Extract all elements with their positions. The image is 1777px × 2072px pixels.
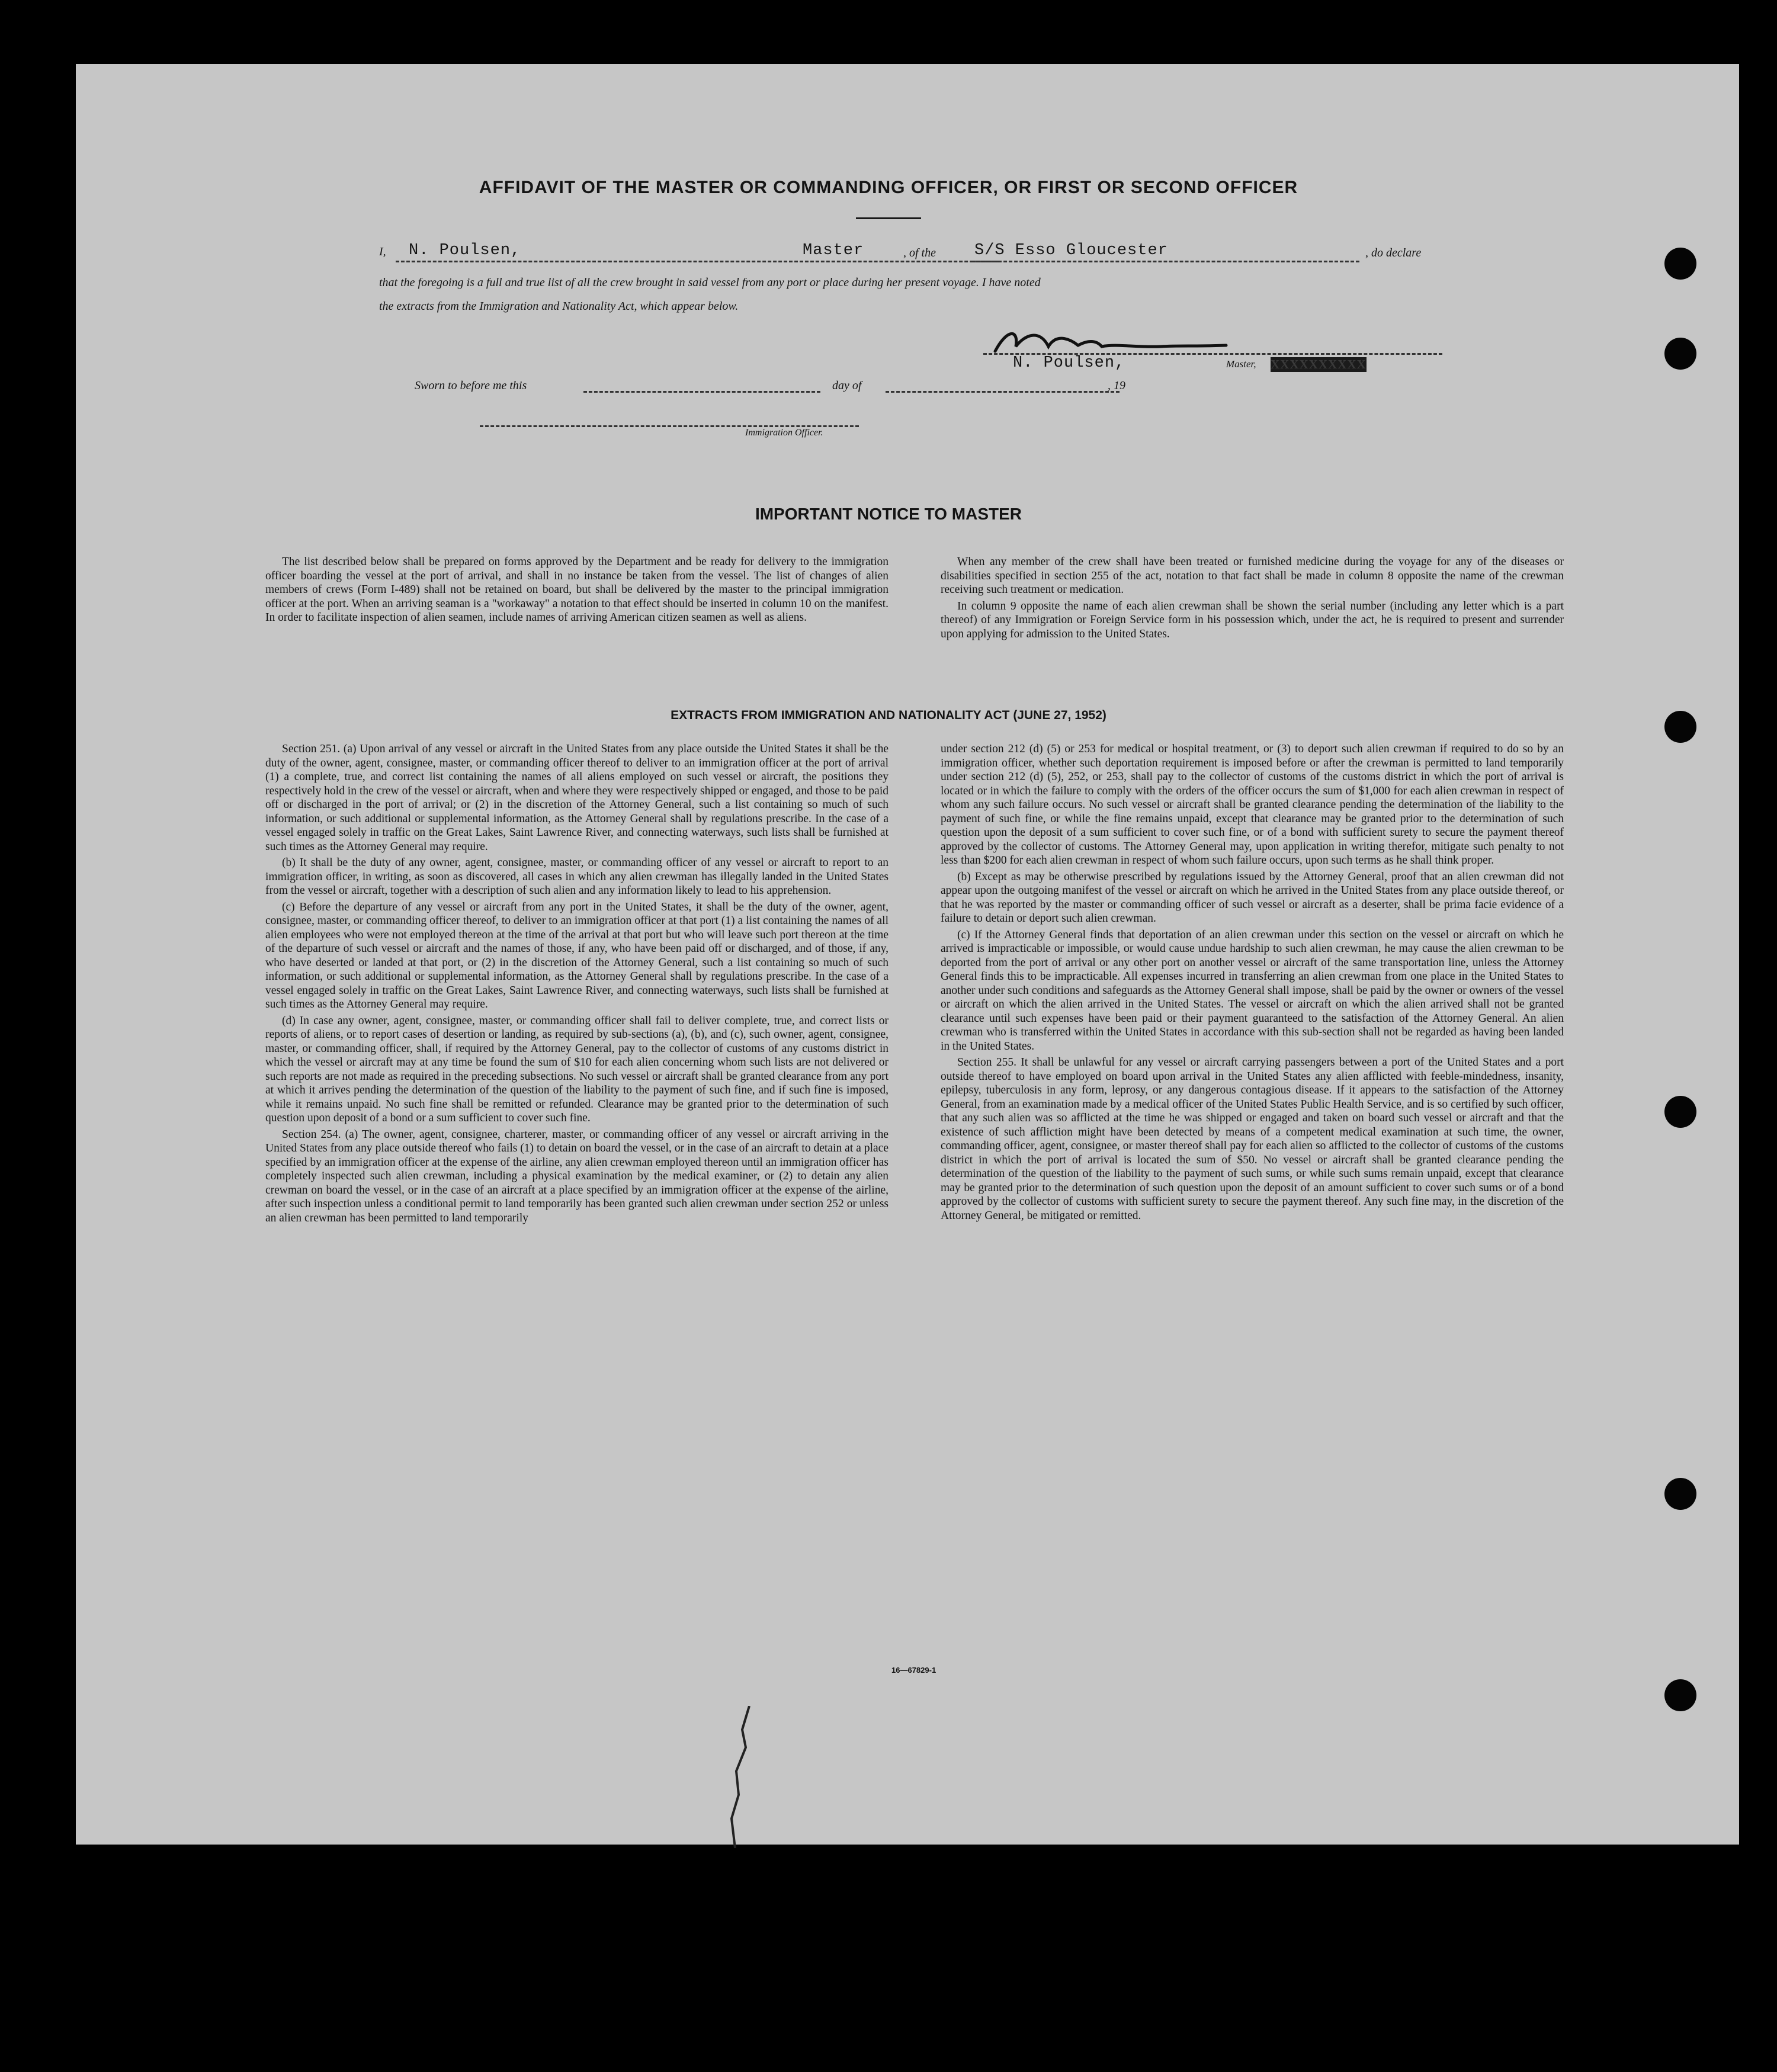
declarant-name: N. Poulsen, [409,242,521,259]
signature-caption: Master, [1226,358,1256,370]
extracts-title: EXTRACTS FROM IMMIGRATION AND NATIONALITY ACT (JUNE 27, 1952) [671,708,1106,722]
section-paragraph: Section 254. (a) The owner, agent, consignee, charterer, master, or commanding officer of any vessel or aircraft arriving in the United States from any place outside thereof who fails (1) to detain on board the vessel, or in the case of an aircraft to detain at a place specified by an immigration officer at the expense of the airline, any alien crewman employed thereon until an immigration officer has completely inspected such alien crewman, including a physical examination by the medical examiner, or (2) to detain any alien crewman on board the vessel, or in the case of an aircraft at a place specified by an immigration officer at the expense of the airline, after such inspection unless a conditional permit to land temporarily has been granted such alien crewman under section 252 or unless an alien crewman has been permitted to land temporarily [265,1128,889,1224]
sworn-label: Sworn to before me this [415,379,527,392]
vessel-name: S/S Esso Gloucester [974,242,1168,259]
section-paragraph: (c) Before the departure of any vessel or aircraft from any port in the United States, it shall be the duty of the owner, agent, consignee, master, or commanding officer thereof, to deliver to an immigration officer at that port (1) a list containing the names of all alien employees who were not employed thereon at the time of the arrival at that port but who will leave such port thereon at the time of the departure of such vessel or aircraft and the names of those, if any, who have been paid off or discharged, and of those, if any, who have deserted or landed at that port, or (2) in the discretion of the Attorney General, such a list containing so much of such information, or such additional or supplemental information, as the Attorney General shall by regulations prescribe. In the case of a vessel engaged solely in traffic on the Great Lakes, Saint Lawrence River, and connecting waterways, such lists shall be furnished at such times as the Attorney General may require. [265,900,889,1011]
section-paragraph: Section 251. (a) Upon arrival of any vessel or aircraft in the United States from any place outside the United States it shall be the duty of the owner, agent, consignee, master, or commanding officer thereof to deliver to an immigration officer at the port of arrival (1) a complete, true, and correct list containing the names of all aliens employed on such vessel or aircraft, the positions they respectively hold in the crew of the vessel or aircraft, when and where they were respectively shipped or engaged, and those to be paid off or discharged in the port of arrival; or (2) in the discretion of the Attorney General, such a list containing so much of such information, or such additional or supplemental information, as the Attorney General shall by regulations prescribe. In the case of a vessel engaged solely in traffic on the Great Lakes, Saint Lawrence River, and connecting waterways, such lists shall be furnished at such times as the Attorney General may require. [265,743,889,853]
section-paragraph: (b) Except as may be otherwise prescribed by regulations issued by the Attorney General, proof that an alien crewman did not appear upon the outgoing manifest of the vessel or aircraft on which he arrived in the United States from any place outside thereof, or that he was reported by the master or commanding officer of such vessel or aircraft as a deserter, shall be prima facie evidence of a failure to detain or deport such alien crewman. [941,870,1564,925]
extracts-right-column [941,742,1564,1225]
title-divider [856,217,921,219]
sworn-month-line [886,380,1120,393]
affidavit-title: AFFIDAVIT OF THE MASTER OR COMMANDING OFFICER, OR FIRST OR SECOND OFFICER [479,178,1298,197]
year-label: , 19 [1108,379,1125,392]
declarant-rank: Master [803,242,864,259]
sworn-day-line [583,380,820,393]
notice-title: IMPORTANT NOTICE TO MASTER [755,505,1022,523]
notice-left-column [265,555,889,627]
notice-paragraph: The list described below shall be prepared on forms approved by the Department and be ready for delivery to the immigration officer boarding the vessel at the port of arrival, and shall in no instance be taken from the vessel. The list of changes of alien members of crews (Form I-489) shall not be retained on board, but shall be delivered by the master to the principal immigration officer at the port. When an arriving seaman is a "workaway" a notation to that effect should be inserted in column 10 on the manifest. In order to facilitate inspection of alien seamen, include names of arriving American citizen seamen as well as aliens. [265,556,889,624]
notice-right-column [941,555,1564,643]
punch-hole [1664,1096,1696,1128]
declaration-text-2: the extracts from the Immigration and Nationality Act, which appear below. [379,300,739,313]
signature-line [983,344,1442,355]
i-label: I, [379,245,386,258]
declaration-text-1: that the foregoing is a full and true list of all the crew brought in said vessel from any port or place during her present voyage. I have noted [379,276,1041,289]
paper-tear [708,1706,761,1848]
extracts-left-column [265,742,889,1227]
officer-signature-line [480,415,859,427]
notice-paragraph: In column 9 opposite the name of each alien crewman shall be shown the serial number (including any letter which is a part thereof) of any Immigration or Foreign Service form in his possession which, under the act, he is required to present and surrender upon applying for admission to the United States. [941,599,1564,640]
form-number: 16—67829-1 [891,1666,936,1675]
of-the-label: , of the [903,246,936,259]
punch-hole [1664,248,1696,280]
section-paragraph: (c) If the Attorney General finds that deportation of an alien crewman under this section on the vessel or aircraft on which he arrived is impracticable or impossible, or would cause undue hardship to such alien crewman, he may cause the alien crewman to be deported from the port of arrival or any other port on another vessel or aircraft of the same transportation line, unless the Attorney General finds this to be impracticable. All expenses incurred in transferring an alien crewman from one place in the United States to another under such conditions and safeguards as the Attorney General shall impose, shall be paid by the owner or owners of the vessel or aircraft on which the alien arrived in the United States. The vessel or aircraft on which the alien arrived shall not be granted clearance until such expenses have been paid or their payment guaranteed to the satisfaction of the Attorney General. An alien crewman who is transferred within the United States in accordance with this sub-section shall not be regarded as having been landed in the United States. [941,928,1564,1053]
officer-caption: Immigration Officer. [745,428,823,438]
section-paragraph: under section 212 (d) (5) or 253 for medical or hospital treatment, or (3) to deport such alien crewman if required to do so by an immigration officer, whether such deportation requirement is imposed before or after the crewman is permitted to land temporarily under section 212 (d) (5), 252, or 253, shall pay to the collector of customs of the customs district in which the port of arrival is located or in which the failure to comply with the orders of the officer occurs the sum of $1,000 for each alien crewman in respect of whom any such failure occurs. No such vessel or aircraft shall be granted clearance pending the determination of the liability to the payment of such fine, or while the fine remains unpaid, except that clearance may be granted prior to the determination of such question upon the deposit of a sum sufficient to cover such fine, or of a bond with sufficient surety to secure the payment thereof approved by the collector of customs. The Attorney General may, upon application in writing therefor, mitigate such penalty to not less than $200 for each alien crewman in respect of whom such failure occurs, upon such terms as he shall think proper. [941,743,1564,867]
signature-name: N. Poulsen, [1013,354,1125,372]
do-declare-label: , do declare [1365,246,1422,259]
punch-hole [1664,338,1696,370]
struck-title: XXXXXXXXXX [1271,357,1367,371]
punch-hole [1664,1679,1696,1711]
punch-hole [1664,1478,1696,1510]
section-paragraph: (b) It shall be the duty of any owner, agent, consignee, master, or commanding officer of any vessel or aircraft to report to an immigration officer, in writing, as soon as discovered, all cases in which any alien crewman has illegally landed in the United States from the vessel or aircraft, together with a description of such alien and any information likely to lead to his apprehension. [265,857,889,897]
day-of-label: day of [832,379,862,392]
section-paragraph: (d) In case any owner, agent, consignee, master, or commanding officer shall fail to deliver complete, true, and correct lists or reports of aliens, or to report cases of desertion or landing, as required by sub-sections (a), (b), and (c), such owner, agent, consignee, master, or commanding officer, shall, if required by the Attorney General, pay to the collector of customs of any customs district in which the vessel or aircraft may at any time be found the sum of $10 for each alien concerning whom such lists are not delivered or such reports are not made as required in the preceding subsections. No such vessel or aircraft shall be granted clearance from any port at which it arrives pending the determination of the question of the liability to the payment of such fine, and if such fine is imposed, while it remains unpaid. No such fine shall be remitted or refunded. Clearance may be granted prior to the determination of such question upon deposit of a bond or a sum sufficient to cover such fine. [265,1014,889,1124]
notice-paragraph: When any member of the crew shall have been treated or furnished medicine during the voyage for any of the diseases or disabilities specified in section 255 of the act, notation to that fact shall be made in column 8 opposite the name of the crewman receiving such treatment or medication. [941,556,1564,596]
section-paragraph: Section 255. It shall be unlawful for any vessel or aircraft carrying passengers between a port of the United States and a port outside thereof to have employed on board upon arrival in the United States any alien afflicted with feeble-mindedness, insanity, epilepsy, tuberculosis in any form, leprosy, or any dangerous contagious disease. If it appears to the satisfaction of the Attorney General, from an examination made by a medical officer of the United States Public Health Service, and is so certified by such officer, that any such alien was so afflicted at the time he was shipped or engaged and taken on board such vessel or aircraft and that the existence of such affliction might have been detected by means of a competent medical examination at such time, the owner, commanding officer, agent, consignee, or master thereof shall pay for each alien so afflicted to the collector of customs of the customs district in which the port of arrival is located the sum of $50. No vessel or aircraft shall be granted clearance pending the determination of the question of the liability to the payment of such sums, or while such sums remain unpaid, except that clearance may be granted prior to the determination of such question upon the deposit of an amount sufficient to cover such sums or of a bond approved by the collector of customs with sufficient surety to secure the payment thereof. Any such fine may, in the discretion of the Attorney General, be mitigated or remitted. [941,1056,1564,1222]
